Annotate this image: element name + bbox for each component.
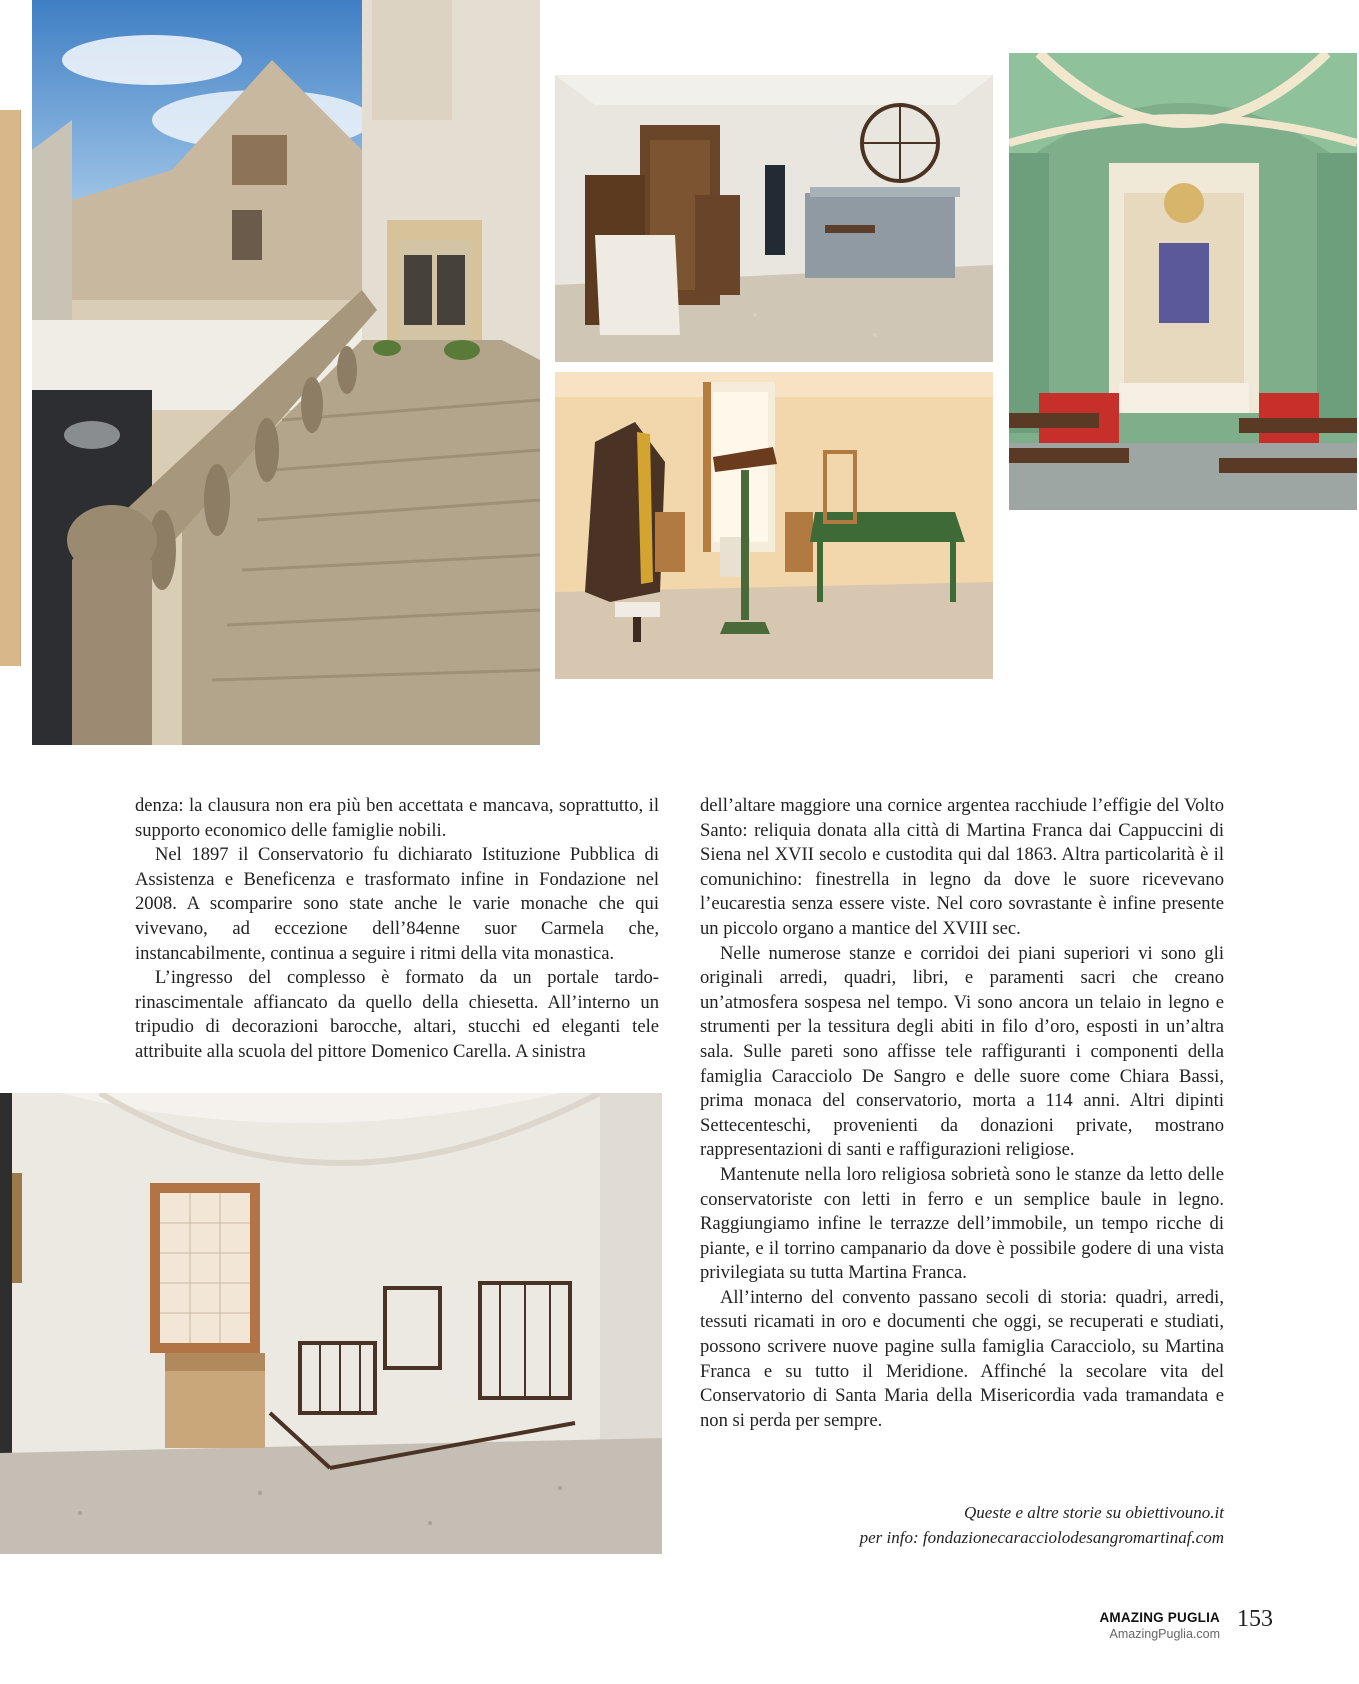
- footer-brand: [1090, 1610, 1220, 1641]
- right-paragraph-2: Nelle numerose stanze e corridoi dei piani superiori vi sono gli originali arredi, quadri, libri, e paramenti sacri che creano un’atmosfera sospesa nel tempo. Vi sono ancora un telaio in legno e strumenti per la tessitura degli abiti in filo d’oro, esposti in un’altra sala. Sulle pareti sono affisse tele raffiguranti i componenti della famiglia Caracciolo De Sangro e delle suore come Chiara Bassi, prima monaca del conservatorio, morta a 114 anni. Altri dipinti Settecenteschi, provenienti da donazioni private, mostrano rappresentazioni di santi e raffigurazioni religiose.: [700, 942, 1224, 1161]
- magazine-website: AmazingPuglia.com: [1109, 1627, 1220, 1641]
- edge-photo-strip: [0, 110, 21, 666]
- credits-info-link: per info: fondazionecaracciolodesangromartinaf.com: [859, 1528, 1224, 1547]
- right-paragraph-3: Mantenute nella loro religiosa sobrietà sono le stanze da letto delle conservatoriste con letti in ferro e un semplice baule in legno. Raggiungiamo infine le terrazze dell’immobile, un tempo ricche di piante, e il torrino campanario da dove è possibile godere di una vista privilegiata su tutta Martina Franca.: [700, 1163, 1224, 1284]
- magazine-name: AMAZING PUGLIA: [1099, 1610, 1220, 1625]
- right-paragraph-4: All’interno del convento passano secoli di storia: quadri, arredi, tessuti ricamati in oro e documenti che oggi, se recuperati e studiati, possono scrivere nuove pagine sulla famiglia Caracciolo, su Martina Franca e su tutto il Meridione. Affinché la secolare vita del Conservatorio di Santa Maria della Misericordia vada tramandata e non si perda per sempre.: [700, 1286, 1224, 1431]
- left-paragraph-2: Nel 1897 il Conservatorio fu dichiarato Istituzione Pubblica di Assistenza e Beneficenza e trasformato infine in Fondazione nel 2008. A scomparire sono state anche le varie monache che qui vivevano, ad eccezione dell’84enne suor Carmela che, instancabilmente, continua a seguire i ritmi della vita monastica.: [135, 844, 659, 964]
- photo-loom-room: [555, 75, 993, 362]
- photo-courtyard-staircase: [32, 0, 540, 745]
- article-credits: [700, 1500, 1224, 1550]
- page-number: 153: [1237, 1606, 1273, 1632]
- left-paragraph-3: L’ingresso del complesso è formato da un portale tardo-rinascimentale affiancato da quello della chiesetta. All’interno un tripudio di decorazioni barocche, altari, stucchi ed eleganti tele attribuite alla scuola del pittore Domenico Carella. A sinistra: [135, 967, 659, 1062]
- photo-bedroom-iron-beds: [0, 1093, 662, 1554]
- right-paragraph-1: dell’altare maggiore una cornice argentea racchiude l’effigie del Volto Santo: reliquia donata alla città di Martina Franca dai Cappuccini di Siena nel XVII secolo e custodita qui dal 1863. Altra particolarità è il comunichino: finestrella in legno da dove le suore ricevevano l’eucarestia senza essere viste. Nel coro sovrastante è infine presente un piccolo organo a mantice del XVIII sec.: [700, 795, 1224, 939]
- right-text-column: [700, 794, 1224, 1433]
- left-text-column: [135, 794, 659, 1065]
- left-paragraph-1: denza: la clausura non era più ben accettata e mancava, soprattutto, il supporto economico delle famiglie nobili.: [135, 795, 659, 841]
- credits-stories-link: Queste e altre storie su obiettivouno.it: [964, 1503, 1224, 1522]
- photo-vestment-room: [555, 372, 993, 679]
- photo-chapel-altar: [1009, 53, 1357, 510]
